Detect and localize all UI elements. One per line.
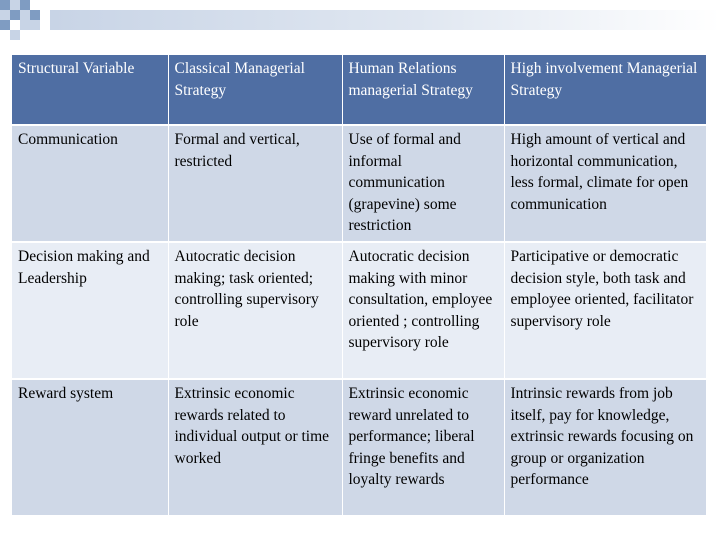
decor-square <box>20 0 30 10</box>
decor-square <box>30 10 40 20</box>
row-label-cell: Decision making and Leadership <box>12 242 168 379</box>
decor-square <box>30 20 40 30</box>
header-cell: Classical Managerial Strategy <box>168 55 342 125</box>
decor-square <box>10 0 20 10</box>
table-cell: Use of formal and informal communication (grapevine) some restriction <box>342 125 504 242</box>
decor-square <box>20 20 30 30</box>
header-cell: Structural Variable <box>12 55 168 125</box>
row-label-cell: Communication <box>12 125 168 242</box>
decor-square <box>0 10 10 20</box>
decor-square <box>10 30 20 40</box>
table-cell: Formal and vertical, restricted <box>168 125 342 242</box>
table-row <box>12 242 706 379</box>
decor-square <box>0 20 10 30</box>
table-cell: Autocratic decision making with minor consultation, employee oriented ; controlling supervisory role <box>342 242 504 379</box>
decor-square <box>10 10 20 20</box>
table-header-row <box>12 55 706 125</box>
row-label-cell: Reward system <box>12 379 168 516</box>
decor-square <box>20 10 30 20</box>
table-cell: Extrinsic economic reward unrelated to performance; liberal fringe benefits and loyalty rewards <box>342 379 504 516</box>
table-row <box>12 125 706 242</box>
header-cell: Human Relations managerial Strategy <box>342 55 504 125</box>
table-cell: Extrinsic economic rewards related to individual output or time worked <box>168 379 342 516</box>
table-cell: High amount of vertical and horizontal communication, less formal, climate for open communication <box>504 125 706 242</box>
table-cell: Intrinsic rewards from job itself, pay for knowledge, extrinsic rewards focusing on group or organization performance <box>504 379 706 516</box>
slide-decoration <box>0 0 720 40</box>
decor-band <box>50 10 720 30</box>
table-row <box>12 379 706 516</box>
table-cell: Participative or democratic decision style, both task and employee oriented, facilitator supervisory role <box>504 242 706 379</box>
header-cell: High involvement Managerial Strategy <box>504 55 706 125</box>
strategy-comparison-table <box>12 55 707 517</box>
table-cell: Autocratic decision making; task oriented; controlling supervisory role <box>168 242 342 379</box>
decor-square <box>0 0 10 10</box>
